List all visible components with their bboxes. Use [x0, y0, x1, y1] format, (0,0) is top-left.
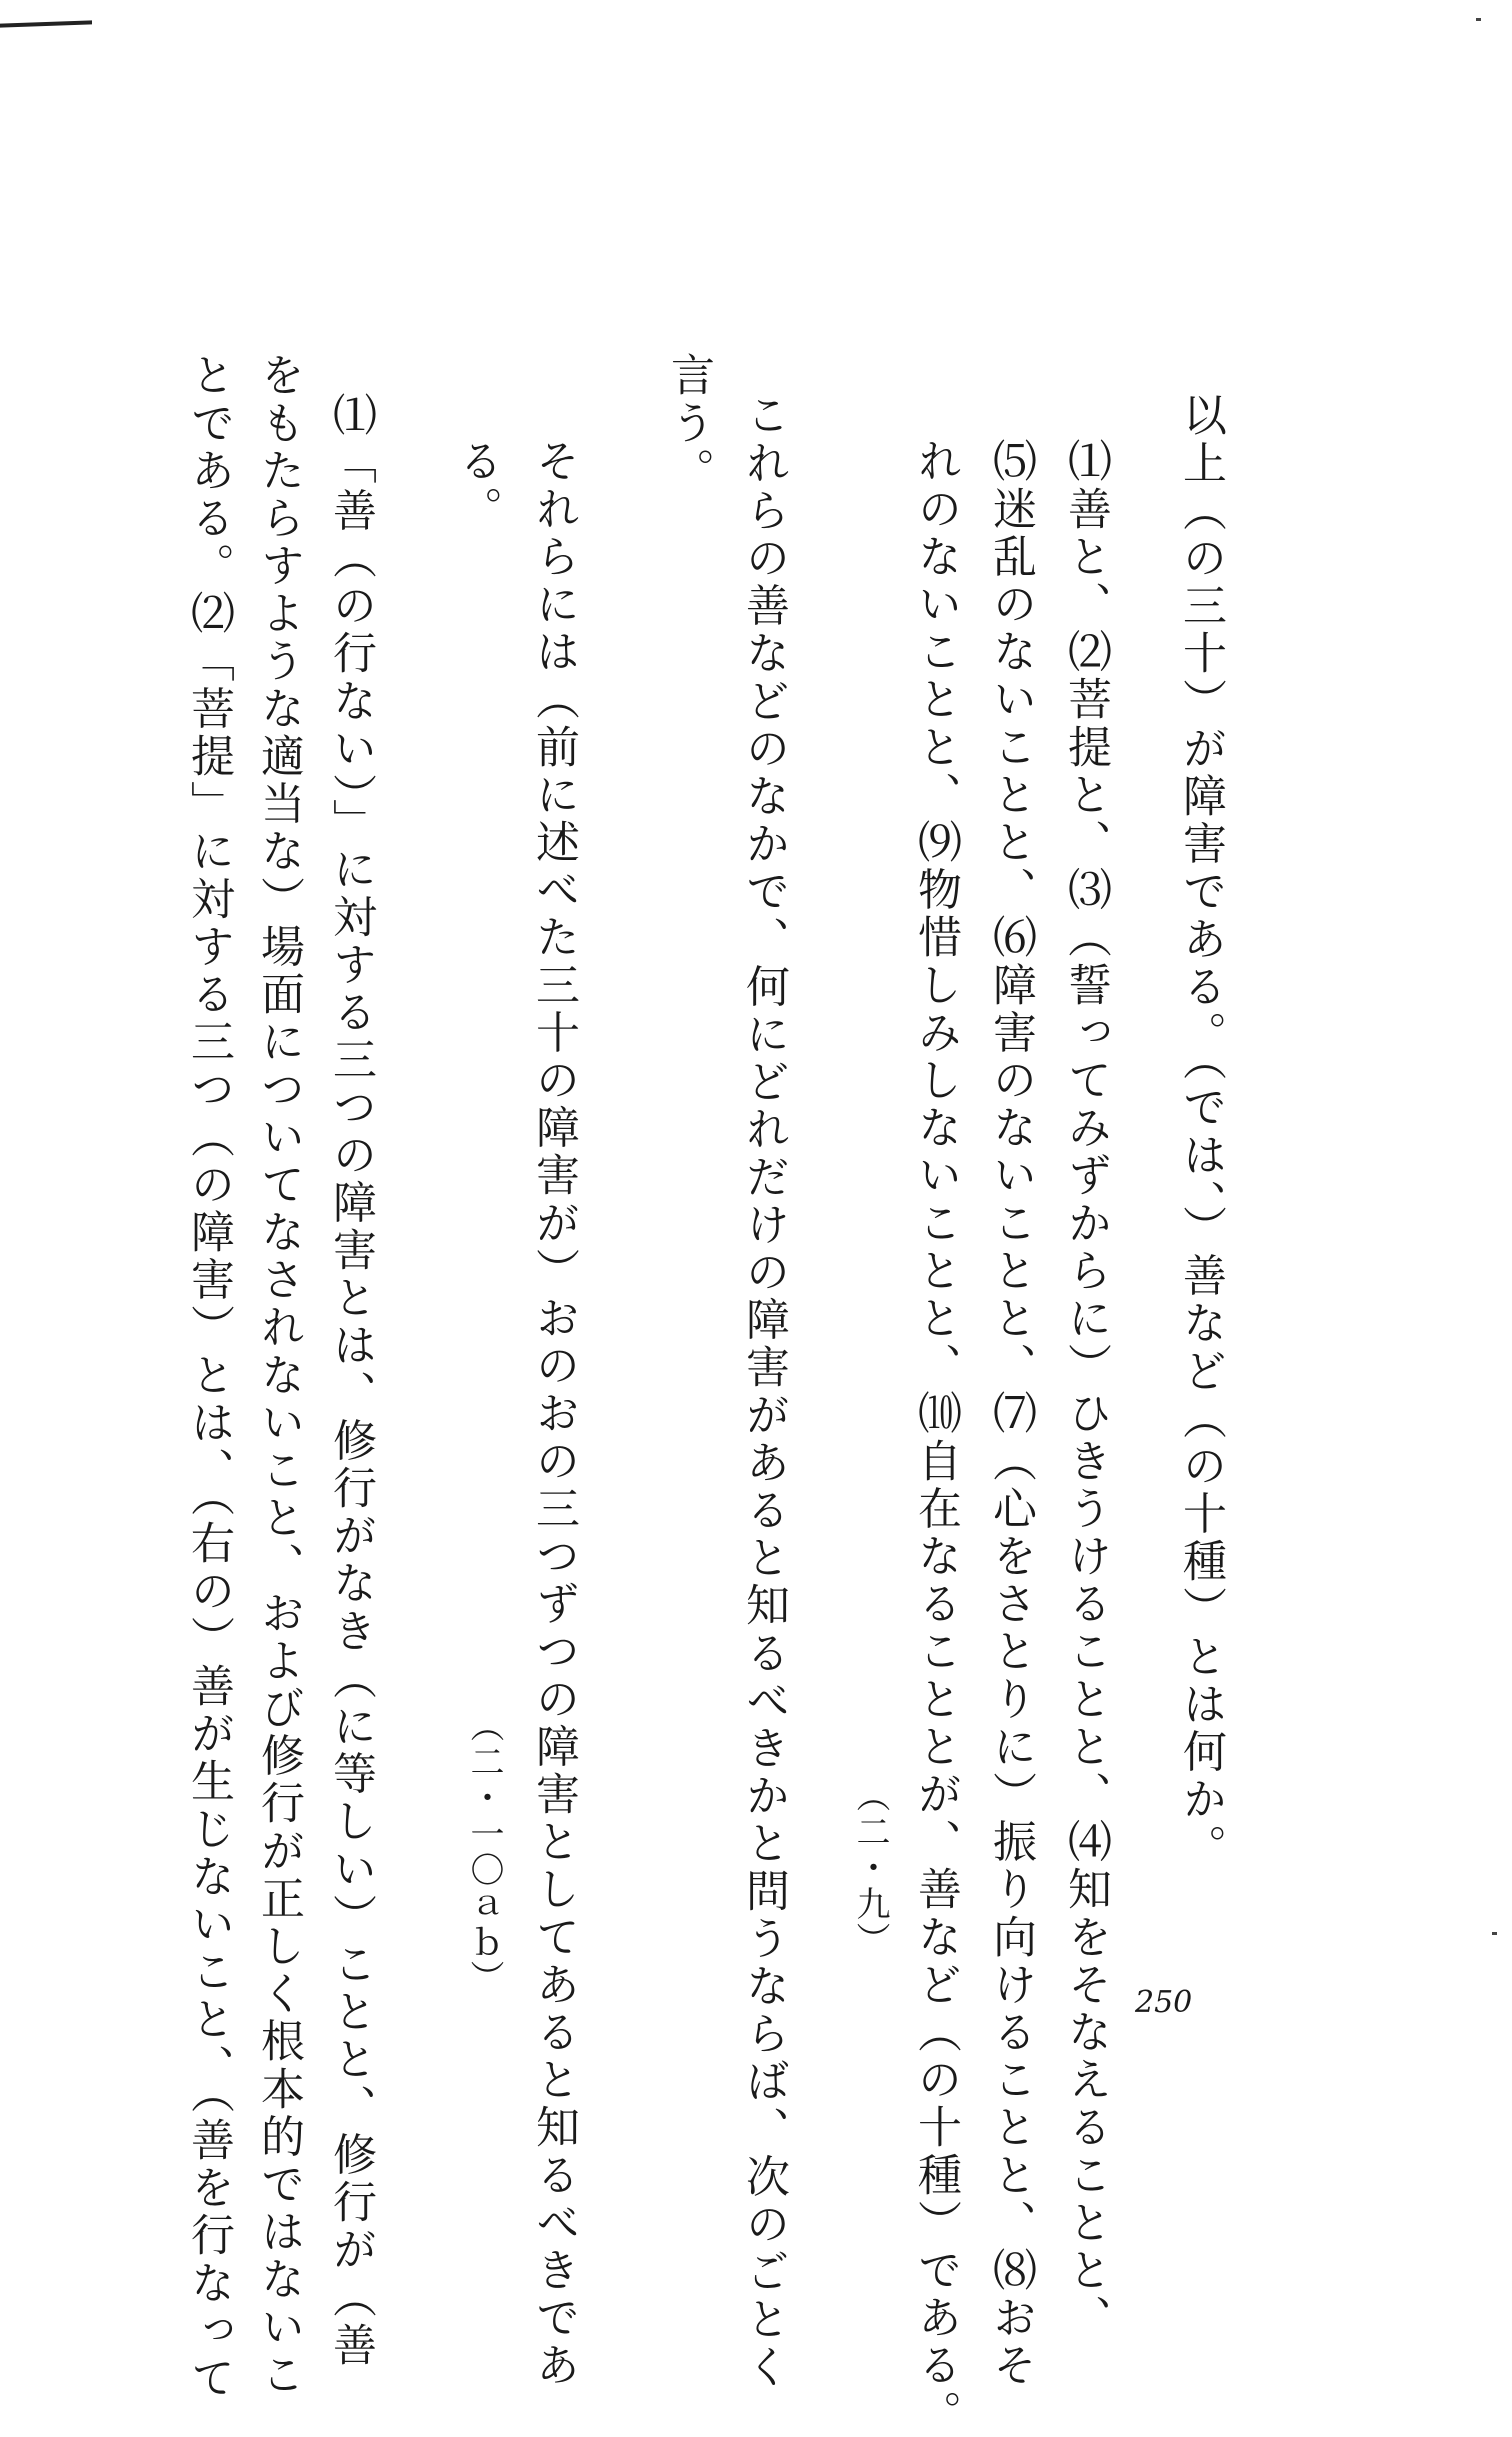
text-column-7: それらには（前に述べた三十の障害が）おのおの三つずつの障害としてあると知るべきであ	[528, 438, 579, 2390]
text-column-9: ⑴「善（の行ない）」に対する三つの障害とは、修行がなき（に等しい）ことと、修行が（善	[325, 392, 376, 2370]
text-column-2: ⑴善と、⑵菩提と、⑶（誓ってみずからに）ひきうけることと、⑷知をそなえることと、	[1060, 438, 1111, 2342]
text-column-4: れのないことと、⑼物惜しみしないことと、⑽自在なることとが、善など（の十種）である。	[910, 438, 961, 2437]
scan-edge-mark	[0, 20, 92, 27]
scan-dot-mark	[1476, 18, 1481, 21]
text-column-5: これらの善などのなかで、何にどれだけの障害があると知るべきかと問うならば、次のごとく	[738, 392, 789, 2392]
text-column-3: ⑸迷乱のないことと、⑹障害のないことと、⑺（心をさとりに）振り向けることと、⑻おそ	[985, 438, 1036, 2390]
text-column-8: る。	[451, 438, 502, 534]
citation-2-9: （二・九）	[850, 1778, 890, 1958]
citation-2-10ab: （二・一〇ａｂ）	[464, 1708, 504, 1996]
text-column-10: をもたらすような適当な）場面についてなされないこと、および修行が正しく根本的ではないこ	[253, 352, 304, 2399]
text-column-11: とである。⑵「菩提」に対する三つ（の障害）とは、（右の）善が生じないこと、（善を行なって	[183, 352, 234, 2403]
scan-dot-mark	[1492, 1932, 1497, 1935]
text-column-6: 言う。	[663, 352, 714, 495]
page-number: 250	[1135, 1985, 1193, 2020]
text-column-1: 以上（の三十）が障害である。（では、）善など（の十種）とは何か。	[1175, 392, 1226, 1872]
